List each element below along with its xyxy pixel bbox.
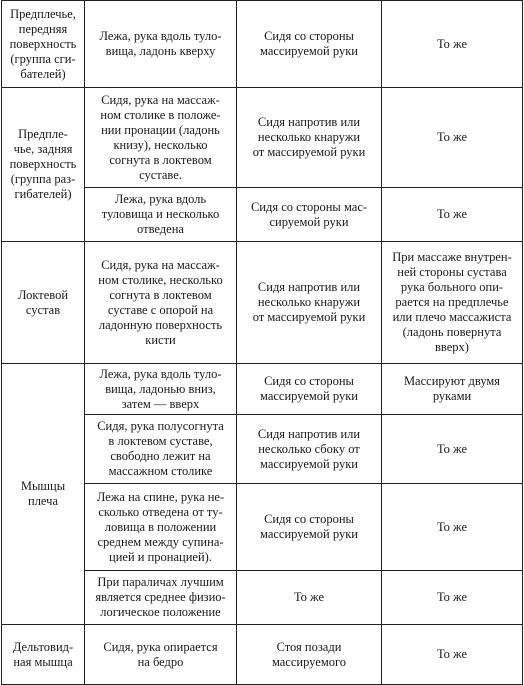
region-cell: Предпле- чье, задняя поверхность (группа раз- гибателей) — [2, 88, 85, 242]
masseur-position-cell: Сидя со стороны массируемой руки — [237, 364, 382, 415]
masseur-position-cell: Стоя позади массируемого — [237, 625, 382, 685]
masseur-position-cell: Сидя со стороны массируемой руки — [237, 484, 382, 571]
patient-position-cell: Сидя, рука на массаж- ном столике в положе- нии пронации (ладонь книзу), несколько согнута в локтевом суставе. — [85, 88, 237, 188]
table-row — [2, 88, 523, 188]
table-row — [2, 1, 523, 88]
masseur-position-cell: Сидя напротив или несколько сбоку от массируемой руки — [237, 415, 382, 484]
massage-positions-table — [1, 0, 523, 685]
table-row — [2, 364, 523, 415]
notes-cell: То же — [382, 571, 523, 625]
notes-cell: Массируют двумя руками — [382, 364, 523, 415]
notes-cell: То же — [382, 625, 523, 685]
region-cell: Дельтовид- ная мышца — [2, 625, 85, 685]
patient-position-cell: Лежа, рука вдоль туловища и несколько отведена — [85, 188, 237, 242]
table-row — [2, 242, 523, 364]
patient-position-cell: Сидя, рука на массаж- ном столике, несколько согнута в локтевом суставе с опорой на ладонную поверхность кисти — [85, 242, 237, 364]
patient-position-cell: При параличах лучшим является среднее физио- логическое положение — [85, 571, 237, 625]
notes-cell: То же — [382, 1, 523, 88]
notes-cell: То же — [382, 188, 523, 242]
region-cell: Предплечье, передняя поверхность (группа сги- бателей) — [2, 1, 85, 88]
patient-position-cell: Лежа, рука вдоль туло- вища, ладонь кверху — [85, 1, 237, 88]
region-cell: Локтевой сустав — [2, 242, 85, 364]
masseur-position-cell: Сидя со стороны массируемой руки — [237, 1, 382, 88]
patient-position-cell: Сидя, рука опирается на бедро — [85, 625, 237, 685]
masseur-position-cell: Сидя напротив или несколько кнаружи от массируемой руки — [237, 88, 382, 188]
notes-cell: То же — [382, 415, 523, 484]
notes-cell: То же — [382, 88, 523, 188]
table-row — [2, 625, 523, 685]
masseur-position-cell: То же — [237, 571, 382, 625]
masseur-position-cell: Сидя напротив или несколько кнаружи от массируемой руки — [237, 242, 382, 364]
patient-position-cell: Лежа на спине, рука не- сколько отведена от ту- ловища в положении среднем между супина- цией и пронацией). — [85, 484, 237, 571]
masseur-position-cell: Сидя со стороны мас- сируемой руки — [237, 188, 382, 242]
notes-cell: То же — [382, 484, 523, 571]
patient-position-cell: Сидя, рука полусогнута в локтевом суставе, свободно лежит на массажном столике — [85, 415, 237, 484]
region-cell: Мышцы плеча — [2, 364, 85, 625]
notes-cell: При массаже внутрен- ней стороны сустава рука больного опи- рается на предплечье или плечо массажиста (ладонь повернута вверх) — [382, 242, 523, 364]
patient-position-cell: Лежа, рука вдоль туло- вища, ладонью вниз, затем — вверх — [85, 364, 237, 415]
